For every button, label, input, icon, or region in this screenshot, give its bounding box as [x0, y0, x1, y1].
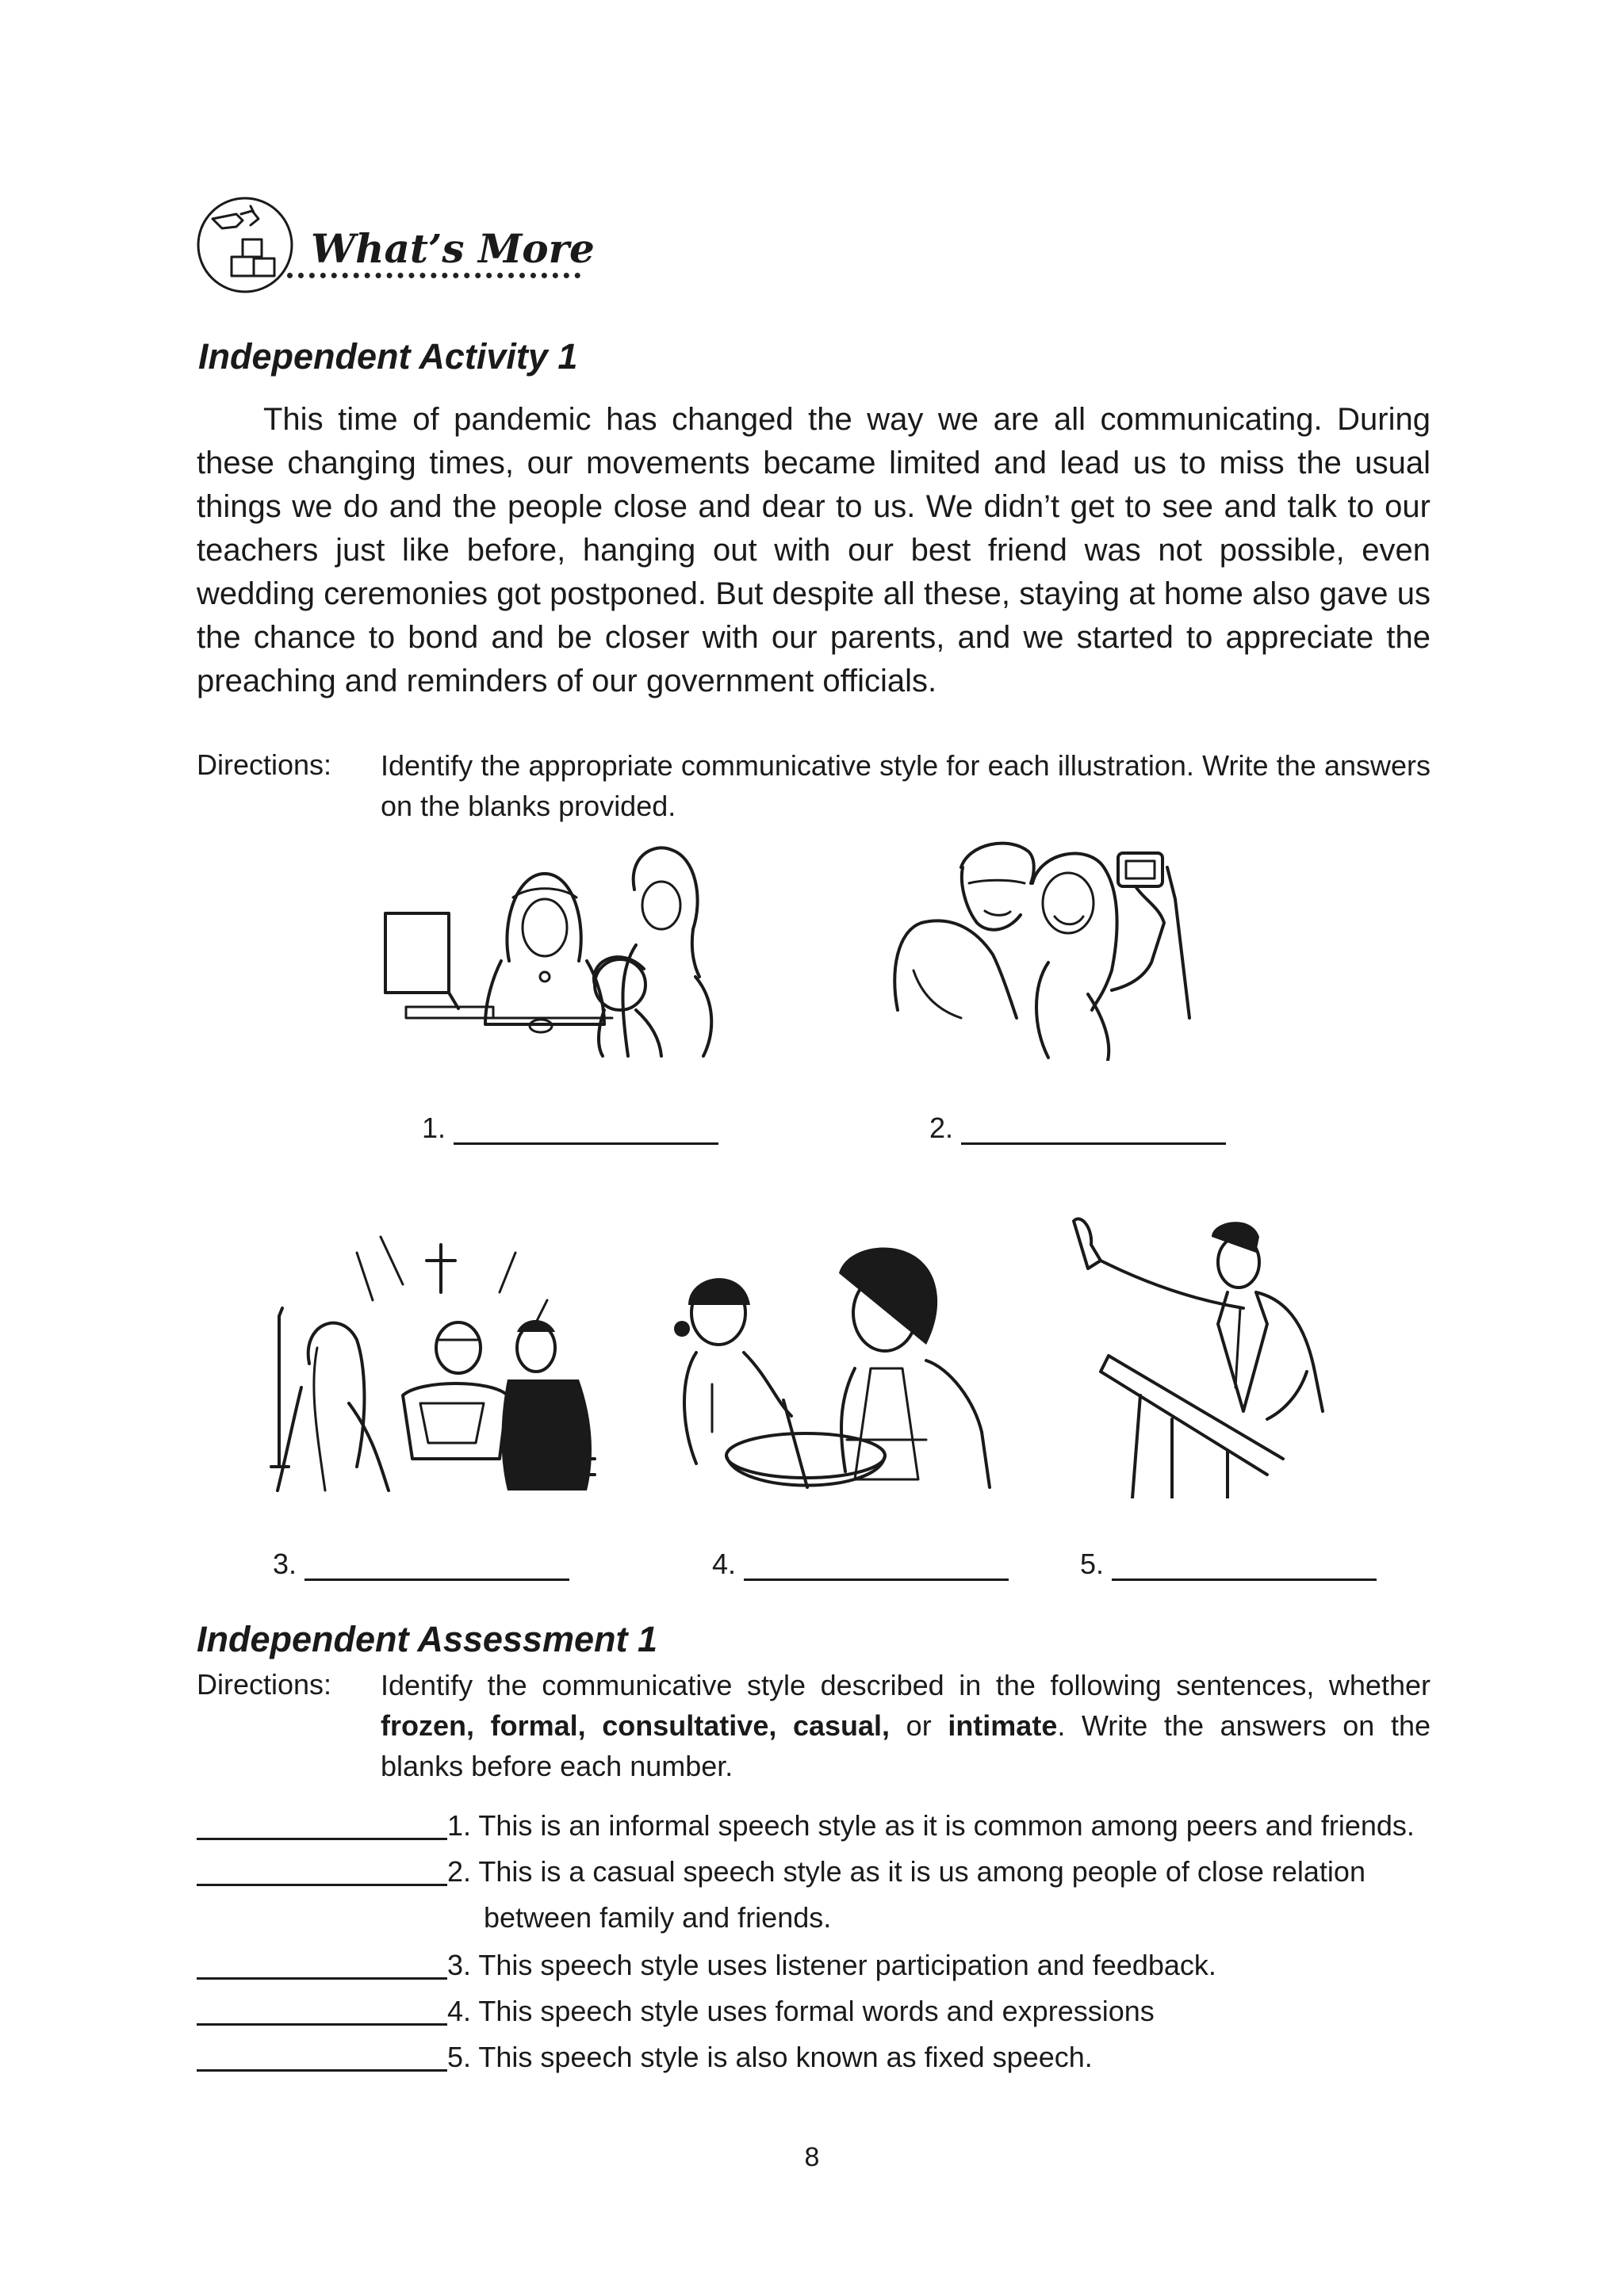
- assessment-heading: Independent Assessment 1: [197, 1619, 658, 1659]
- question-text: 2. This is a casual speech style as it is us among people of close relation: [447, 1855, 1365, 1888]
- style-list: frozen, formal, consultative, casual,: [381, 1709, 891, 1742]
- answer-blank: [1112, 1550, 1377, 1581]
- section-title: What’s More: [311, 225, 595, 272]
- question-row-2: [197, 1849, 1434, 1895]
- question-answer-blank: [197, 1849, 447, 1886]
- speaker-at-podium-illustration: [1069, 1213, 1380, 1498]
- question-answer-blank: [197, 1988, 447, 2026]
- answer-item-1: [422, 1112, 718, 1145]
- activity-intro-paragraph: This time of pandemic has changed the way we are all communicating. During these changing times, our movements became limited and lead us to miss the usual things we do and the people close and dear to us. We didn’t get to see and talk to our teachers just like before, hanging out with our best friend was not possible, even wedding ceremonies got postponed. But despite all these, staying at home also gave us the chance to bond and be closer with our parents, and we started to appreciate the preaching and reminders of our government officials.: [197, 402, 1431, 698]
- family-at-computer-illustration: [382, 842, 731, 1058]
- question-answer-blank: [197, 1803, 447, 1840]
- answer-item-4: [712, 1548, 1009, 1581]
- title-underline: [287, 273, 580, 278]
- question-text: 1. This is an informal speech style as it is common among peers and friends.: [447, 1809, 1415, 1842]
- answer-blank: [454, 1114, 718, 1145]
- wedding-ceremony-illustration: [262, 1229, 604, 1498]
- question-text: 3. This speech style uses listener participation and feedback.: [447, 1949, 1216, 1981]
- activity-heading: Independent Activity 1: [198, 336, 578, 377]
- assessment-directions-text: Identify the communicative style described in the following sentences, whether frozen, formal, consultative, casual, or intimate. Write the answers on the blanks before each number.: [381, 1669, 1431, 1782]
- hand-stacking-blocks-icon: [195, 195, 295, 295]
- answer-blank: [961, 1114, 1226, 1145]
- answer-blank: [304, 1550, 569, 1581]
- answer-number: 5.: [1080, 1548, 1105, 1580]
- answer-item-3: [273, 1548, 569, 1581]
- question-row-4: [197, 1988, 1434, 2034]
- style-intimate: intimate: [948, 1709, 1058, 1742]
- answer-number: 3.: [273, 1548, 297, 1580]
- question-2-continuation: between family and friends.: [484, 1901, 832, 1934]
- page-number: 8: [804, 2142, 820, 2172]
- question-row-1: [197, 1803, 1434, 1849]
- activity-directions-text: Identify the appropriate communicative style for each illustration. Write the answers on the blanks provided.: [381, 749, 1431, 822]
- activity-directions-label: Directions:: [197, 748, 332, 781]
- assessment-directions-label: Directions:: [197, 1668, 332, 1701]
- question-row-5: [197, 2034, 1434, 2080]
- answer-blank: [744, 1550, 1009, 1581]
- question-text: 5. This speech style is also known as fixed speech.: [447, 2041, 1093, 2073]
- answer-item-2: [929, 1112, 1226, 1145]
- answer-item-5: [1080, 1548, 1377, 1581]
- question-row-3: [197, 1942, 1434, 1988]
- question-answer-blank: [197, 2034, 447, 2072]
- mother-daughter-baking-illustration: [665, 1242, 1036, 1495]
- answer-number: 2.: [929, 1112, 954, 1144]
- answer-number: 1.: [422, 1112, 446, 1144]
- answer-number: 4.: [712, 1548, 737, 1580]
- couple-selfie-illustration: [890, 836, 1207, 1061]
- question-text: 4. This speech style uses formal words and expressions: [447, 1995, 1155, 2027]
- question-answer-blank: [197, 1942, 447, 1980]
